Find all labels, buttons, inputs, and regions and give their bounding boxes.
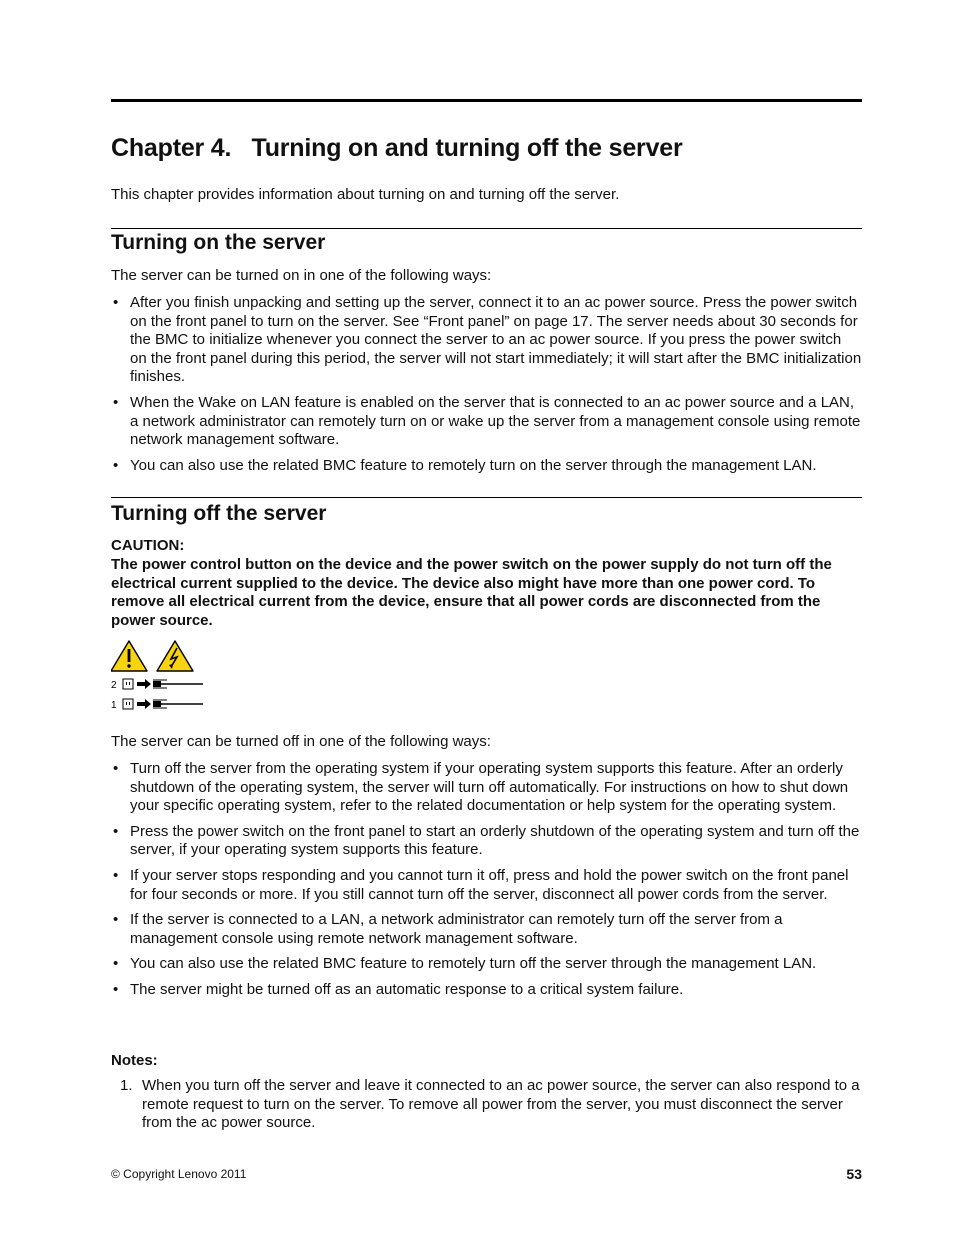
list-item: • After you finish unpacking and setting up the server, connect it to an ac power source. Press the power switch on the front panel to turn on the server. See “Front panel” on page 17. The server needs about 30 seconds for the BMC to initialize whenever you connect the server to an ac power source. If you press the power switch on the front panel during this period, the server will not start immediately; it will start after the BMC initialization finishes. [111, 294, 862, 387]
power-cord-1 [111, 699, 203, 711]
list-item: • If the server is connected to a LAN, a network administrator can remotely turn off the server from a management console using remote network management software. [111, 911, 862, 948]
turning-off-lead: The server can be turned off in one of the following ways: [111, 733, 491, 750]
caution-icons [111, 639, 211, 714]
electrical-hazard-icon [157, 641, 193, 671]
list-item: • When the Wake on LAN feature is enabled on the server that is connected to an ac power source and a LAN, a network administrator can remotely turn on or wake up the server from a management console using remote network management software. [111, 394, 862, 450]
section-rule-turning-on [111, 228, 862, 229]
note-number: 1. [120, 1077, 133, 1094]
power-cord-2 [111, 679, 203, 691]
chapter-intro: This chapter provides information about turning on and turning off the server. [111, 186, 620, 203]
page-number: 53 [846, 1166, 862, 1182]
section-heading-turning-on: Turning on the server [111, 231, 326, 254]
chapter-title: Chapter 4. Turning on and turning off the server [111, 134, 683, 162]
caution-label: CAUTION: [111, 537, 185, 554]
cord-label-2: 2 [111, 680, 117, 691]
warning-triangle-icon [111, 641, 147, 671]
list-item: • The server might be turned off as an automatic response to a critical system failure. [111, 981, 862, 1000]
power-cord-diagram [111, 639, 211, 714]
list-item: • You can also use the related BMC feature to remotely turn off the server through the management LAN. [111, 955, 862, 974]
section-heading-turning-off: Turning off the server [111, 502, 327, 525]
list-item: • If your server stops responding and you cannot turn it off, press and hold the power switch on the front panel for four seconds or more. If you still cannot turn off the server, disconnect all power cords from the server. [111, 867, 862, 904]
note-text: When you turn off the server and leave it connected to an ac power source, the server can also respond to a remote request to turn on the server. To remove all power from the server, you must disconnect the server from the ac power source. [142, 1077, 860, 1132]
note-item [111, 1077, 862, 1133]
section-rule-turning-off [111, 497, 862, 498]
list-item: • You can also use the related BMC feature to remotely turn on the server through the management LAN. [111, 457, 862, 476]
turning-on-lead: The server can be turned on in one of the following ways: [111, 267, 492, 284]
list-item: • Turn off the server from the operating system if your operating system supports this feature. After an orderly shutdown of the operating system, the server will turn off automatically. For instructions on how to shut down your specific operating system, refer to the related documentation or help system for the operating system. [111, 760, 862, 816]
list-item: • Press the power switch on the front panel to start an orderly shutdown of the operating system and turn off the server, if your operating system supports this feature. [111, 823, 862, 860]
turning-off-list [111, 760, 862, 1007]
caution-text: The power control button on the device and the power switch on the power supply do not turn off the electrical current supplied to the device. The device also might have more than one power cord. To remove all electrical current from the device, ensure that all power cords are disconnected from the power source. [111, 556, 832, 629]
notes-label: Notes: [111, 1052, 158, 1069]
footer-copyright: © Copyright Lenovo 2011 [111, 1167, 247, 1181]
chapter-rule [111, 99, 862, 102]
cord-label-1: 1 [111, 700, 117, 711]
notes-list [111, 1077, 862, 1133]
turning-on-list [111, 294, 862, 482]
